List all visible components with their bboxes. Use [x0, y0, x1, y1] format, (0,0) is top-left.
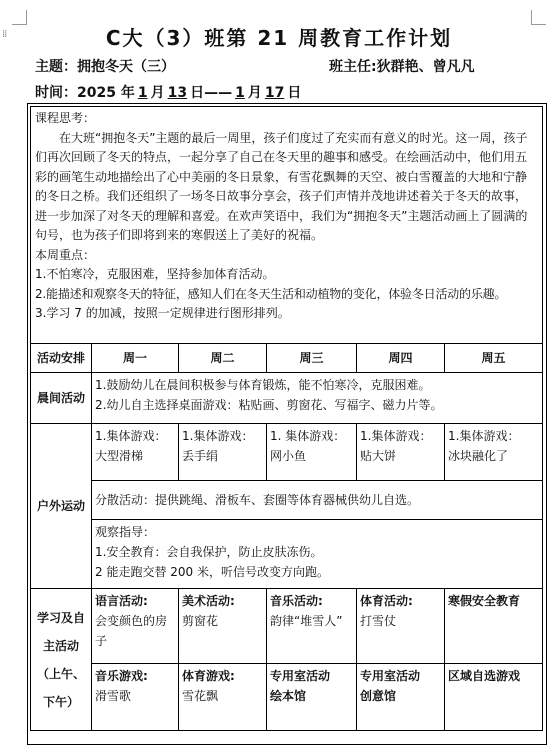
learning-body: 创意馆 [360, 689, 397, 703]
learning-row-1 [31, 589, 543, 664]
learning-body: 绘本馆 [270, 689, 307, 703]
learning-cell [357, 664, 445, 731]
outdoor-game-cell [357, 424, 445, 481]
learning-label [31, 589, 92, 731]
learning-title: 寒假安全教育 [448, 594, 521, 608]
header-day: 周四 [357, 344, 445, 373]
learning-label-line: （上午、 [36, 666, 85, 681]
header-arrangement: 活动安排 [31, 344, 92, 373]
time-end-month-char: 月 [247, 85, 262, 101]
game-name: 冰块融化了 [448, 449, 509, 463]
learning-title: 体育游戏: [182, 669, 235, 683]
teacher-info [329, 56, 475, 76]
learning-cell [445, 589, 543, 664]
learning-cell [179, 589, 267, 664]
game-title: 1.集体游戏： [95, 429, 167, 443]
teacher-label: 班主任: [329, 59, 377, 75]
morning-label: 晨间活动 [31, 373, 92, 424]
header-day: 周三 [267, 344, 357, 373]
game-title: 1.集体游戏： [360, 429, 432, 443]
learning-cell [179, 664, 267, 731]
learning-body: 会变颜色的房子 [95, 614, 168, 648]
game-name: 网小鱼 [270, 449, 307, 463]
learning-cell [92, 664, 179, 731]
time-row [35, 82, 301, 102]
course-reflection-cell [31, 107, 543, 344]
learning-title: 体育活动: [360, 594, 413, 608]
theme-value: 拥抱冬天（三） [77, 59, 175, 75]
learning-title: 区域自选游戏 [448, 669, 521, 683]
weekly-plan-table [30, 106, 543, 731]
morning-line: 1.鼓励幼儿在晨间积极参与体育锻炼，能不怕寒冷，克服困难。 [95, 378, 431, 392]
learning-cell [445, 664, 543, 731]
game-title: 1. 集体游戏： [270, 429, 346, 443]
morning-content [92, 373, 543, 424]
learning-body: 剪窗花 [182, 614, 219, 628]
focus-heading: 本周重点： [35, 247, 96, 262]
time-end-day-char: 日 [287, 85, 302, 101]
learning-body: 雪花飘 [182, 689, 219, 703]
time-start-month: 1 [137, 85, 148, 101]
learning-title: 美术活动: [182, 594, 235, 608]
outdoor-game-cell [179, 424, 267, 481]
learning-title: 音乐活动: [270, 594, 323, 608]
guidance-item: 2 能走跑交替 200 米，听信号改变方向跑。 [95, 565, 329, 579]
header-day: 周五 [445, 344, 543, 373]
time-start-day: 13 [167, 85, 188, 101]
time-label: 时间： [35, 85, 77, 101]
learning-title: 专用室活动 [270, 669, 331, 683]
schedule-header-row [31, 344, 543, 373]
learning-label-line: 主活动 [42, 638, 79, 653]
header-day: 周一 [92, 344, 179, 373]
guidance-heading: 观察指导： [95, 525, 156, 539]
learning-body: 韵律“堆雪人” [270, 614, 343, 628]
time-end-day: 17 [264, 85, 285, 101]
learning-body: 打雪仗 [360, 614, 397, 628]
morning-line: 2.幼儿自主选择桌面游戏：粘贴画、剪窗花、写福字、磁力片等。 [95, 398, 443, 412]
focus-item: 3.学习 7 的加减，按照一定规律进行图形排列。 [35, 306, 290, 320]
learning-body: 滑雪歌 [95, 689, 132, 703]
learning-cell [357, 589, 445, 664]
scattered-activity: 分散活动：提供跳绳、滑板车、套圈等体育器械供幼儿自选。 [92, 481, 543, 520]
header-day: 周二 [179, 344, 267, 373]
page-title: C大（3）班第 21 周教育工作计划 [105, 26, 453, 50]
learning-row-2 [31, 664, 543, 731]
time-separator: —— [204, 85, 233, 101]
focus-item: 2.能描述和观察冬天的特征，感知人们在冬天生活和动植物的变化，体验冬日活动的乐趣。 [35, 286, 507, 301]
learning-label-line: 下午） [42, 694, 79, 709]
game-name: 大型滑梯 [95, 449, 144, 463]
game-title: 1.集体游戏： [182, 429, 254, 443]
game-name: 丢手绢 [182, 449, 219, 463]
table-move-handle-icon[interactable]: ⁞⁞ [2, 29, 7, 40]
learning-label-line: 学习及自 [36, 610, 85, 625]
learning-title: 音乐游戏: [95, 669, 148, 683]
outdoor-game-cell [445, 424, 543, 481]
time-day-char: 日 [190, 85, 205, 101]
reflection-heading: 课程思考： [35, 111, 96, 125]
outdoor-games-row [31, 424, 543, 481]
game-name: 贴大饼 [360, 449, 397, 463]
guidance-cell [92, 520, 543, 589]
learning-cell [267, 589, 357, 664]
time-end-month: 1 [235, 85, 245, 101]
time-month-char: 月 [150, 85, 165, 101]
outdoor-scattered-row [31, 481, 543, 520]
outdoor-game-cell [92, 424, 179, 481]
theme-label: 主题： [35, 59, 77, 75]
theme-row [35, 56, 515, 76]
teacher-value: 狄群艳、曾凡凡 [376, 59, 475, 75]
learning-cell [92, 589, 179, 664]
focus-item: 1.不怕寒冷，克服困难，坚持参加体育活动。 [35, 267, 275, 281]
learning-title: 语言活动: [95, 594, 148, 608]
game-title: 1.集体游戏： [448, 429, 520, 443]
learning-title: 专用室活动 [360, 669, 421, 683]
morning-activity-row [31, 373, 543, 424]
reflection-paragraph: 在大班“拥抱冬天”主题的最后一周里，孩子们度过了充实而有意义的时光。这一周，孩子们再次回顾了冬天的特点，一起分享了自己在冬天里的趣事和感受。在绘画活动中，他们用五彩的画笔生动地描绘出了心中美丽的冬日景象，有雪花飘舞的天空、被白雪覆盖的大地和宁静的冬日之桥。我们还组织了一场冬日故事分享会，孩子们声情并茂地讲述着关于冬天的故事，进一步加深了对冬天的理解和喜爱。在欢声笑语中，我们为“拥抱冬天”主题活动画上了圆满的句号，也为孩子们即将到来的寒假送上了美好的祝福。 [35, 130, 528, 242]
time-year: 2025 年 [77, 85, 135, 101]
outdoor-guidance-row [31, 520, 543, 589]
learning-cell [267, 664, 357, 731]
guidance-item: 1.安全教育：会自我保护，防止皮肤冻伤。 [95, 545, 323, 559]
outdoor-game-cell [267, 424, 357, 481]
outdoor-label: 户外运动 [31, 424, 92, 589]
